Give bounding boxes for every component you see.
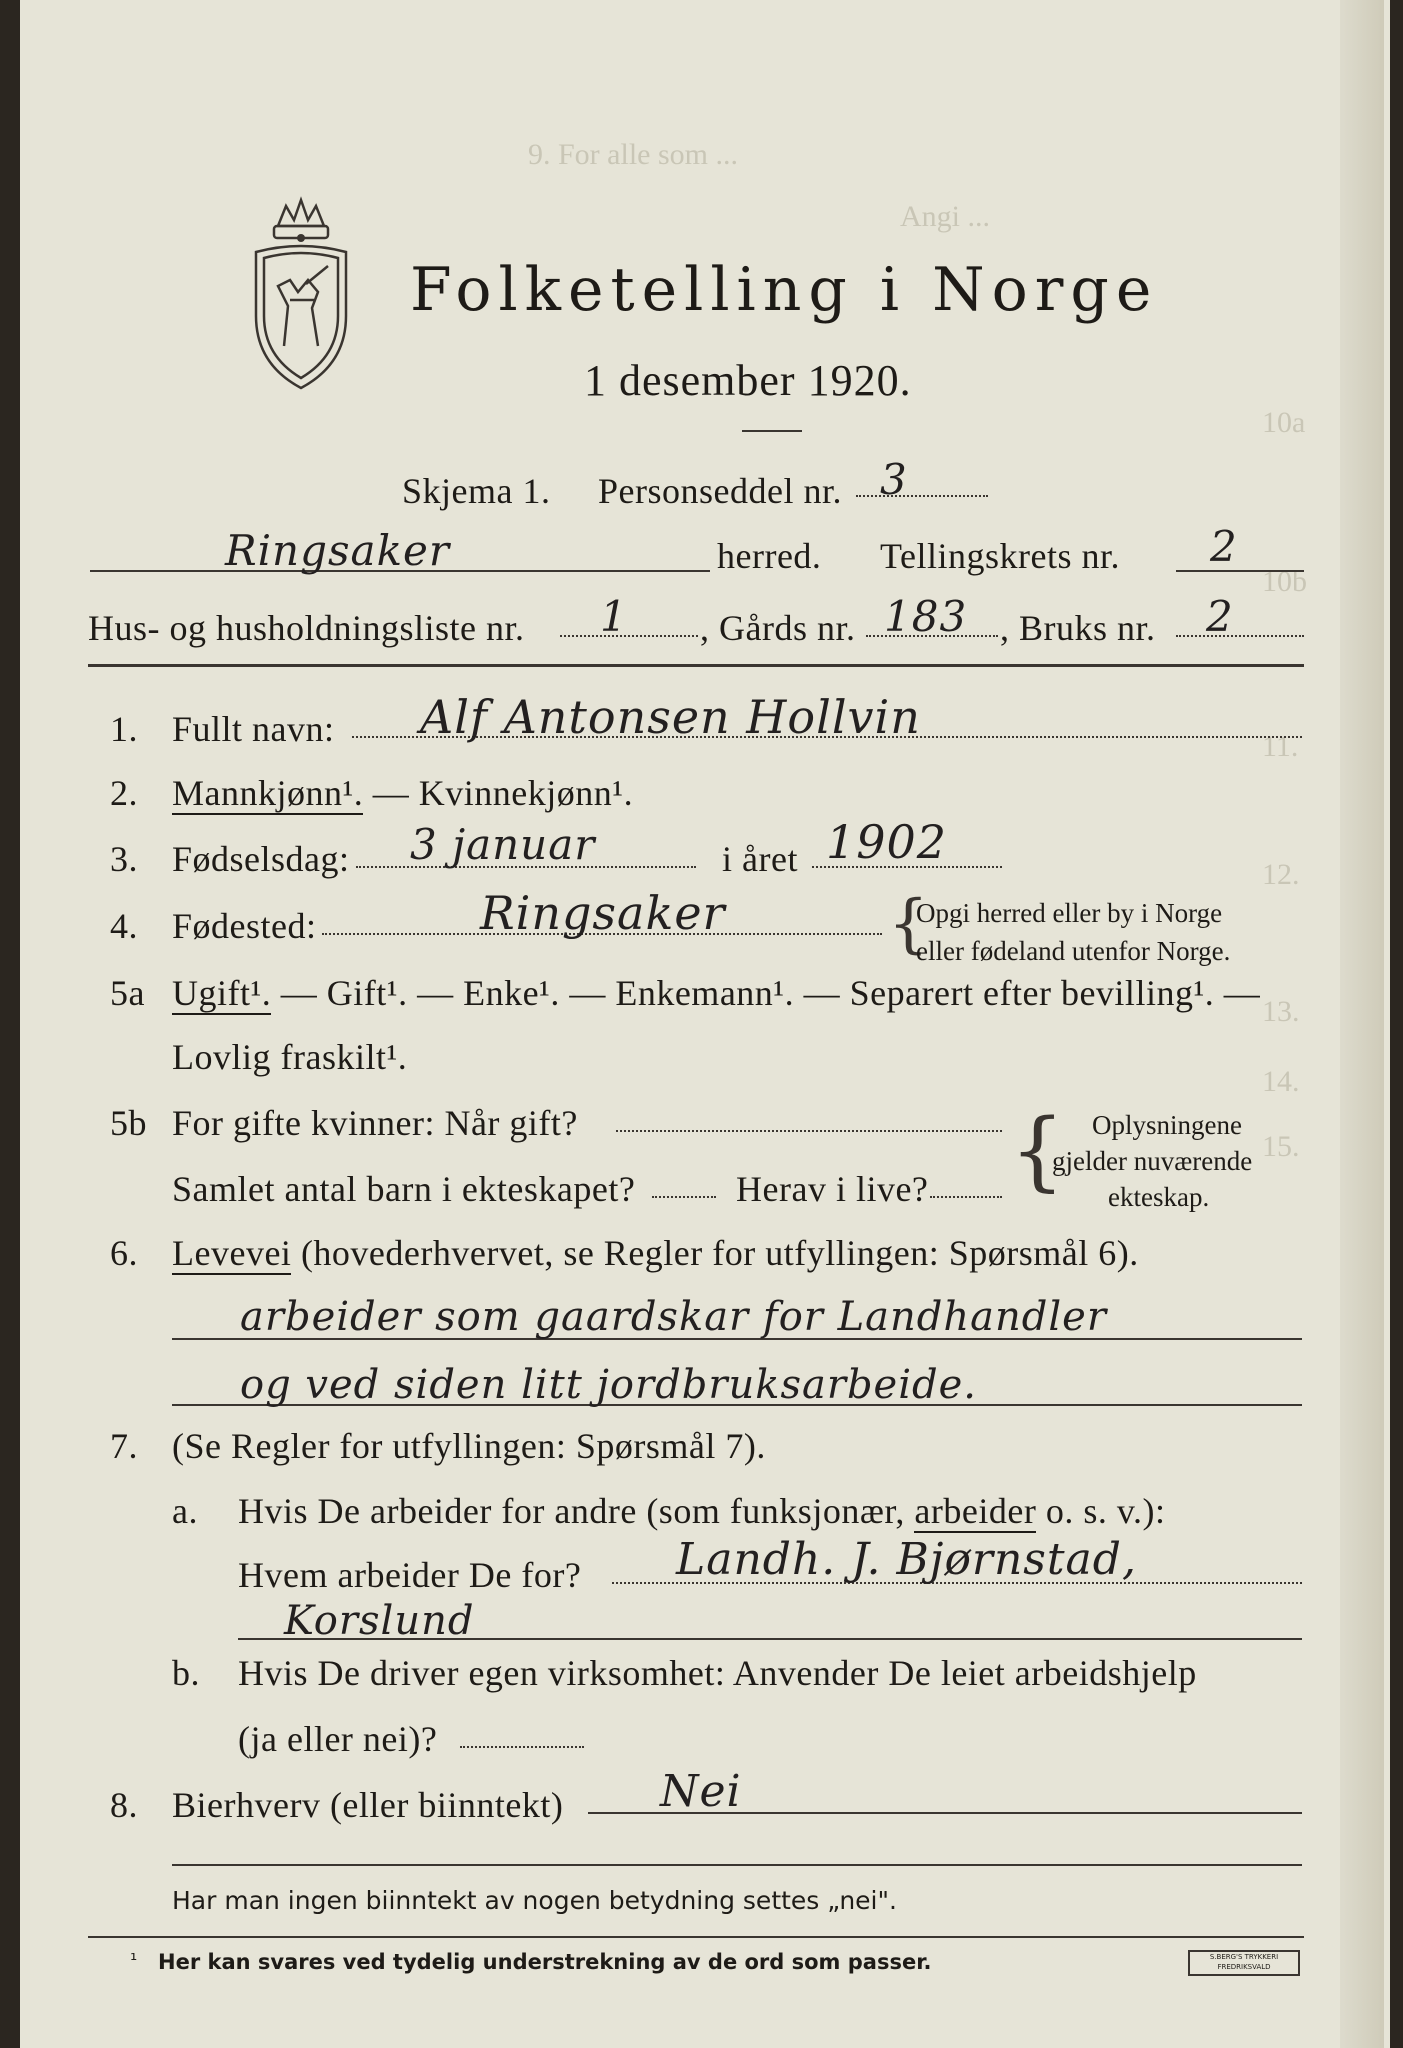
bruks-label: , Bruks nr. (1000, 608, 1156, 648)
q3-year-label: i året (722, 839, 798, 879)
q4-brace: { (888, 887, 929, 961)
ghost-text: 11. (1262, 730, 1299, 763)
q7a-value-employer[interactable]: Landh. J. Bjørnstad, (676, 1534, 1137, 1585)
ghost-text: 9. For alle som ... (528, 138, 738, 171)
footnote-mark: ¹ (130, 1950, 138, 1971)
footer-divider (172, 1864, 1302, 1866)
bruks-value[interactable]: 2 (1206, 592, 1234, 641)
q5a-number: 5a (110, 973, 145, 1013)
q5b-note-line1: Oplysningene (1092, 1110, 1242, 1140)
q8-value[interactable]: Nei (660, 1766, 742, 1817)
q5b-label3: Herav i live? (736, 1169, 929, 1209)
personseddel-value[interactable]: 3 (880, 455, 908, 504)
herred-value[interactable]: Ringsaker (225, 526, 450, 575)
footnote-text: Her kan svares ved tydelig understrekning av de ord som passer. (158, 1950, 932, 1974)
q5a-options (172, 972, 1260, 1014)
q5a-line2[interactable]: Lovlig fraskilt¹. (172, 1037, 408, 1077)
section-divider (88, 664, 1304, 667)
q5b-note-line3: ekteskap. (1108, 1182, 1210, 1212)
q5a-other-options[interactable]: — Gift¹. — Enke¹. — Enkemann¹. — Separert efter bevilling¹. — (280, 973, 1261, 1013)
schema-label: Skjema 1. (402, 471, 551, 511)
q5b-dotted-line (616, 1130, 1002, 1132)
q6-levevei-label: Levevei (172, 1233, 292, 1273)
q3-label: Fødselsdag: (172, 839, 350, 879)
q7a-letter: a. (172, 1491, 198, 1531)
q5b-brace: { (1010, 1101, 1065, 1201)
q5b-label: For gifte kvinner: Når gift? (172, 1103, 578, 1143)
ghost-text: 10a (1262, 406, 1306, 439)
q7b-question: Hvis De driver egen virksomhet: Anvender De leiet arbeidshjelp (238, 1653, 1197, 1693)
husliste-label: Hus- og husholdningsliste nr. (88, 608, 525, 648)
q6-value-line1[interactable]: arbeider som gaardskar for Landhandler (240, 1294, 1107, 1340)
q1-number: 1. (110, 709, 138, 749)
q7a-text-part2: o. s. v.): (1045, 1491, 1166, 1531)
q7a-label2: Hvem arbeider De for? (238, 1555, 582, 1595)
q5b-children-dotted-line (652, 1196, 716, 1198)
q4-number: 4. (110, 906, 138, 946)
q6-label-line (172, 1232, 1139, 1274)
q2-separator: — (363, 773, 419, 813)
tellingskrets-value[interactable]: 2 (1210, 522, 1238, 571)
ghost-text: 10b (1262, 565, 1307, 598)
herred-label: herred. (717, 536, 822, 576)
q3-value-year[interactable]: 1902 (826, 815, 948, 869)
q4-label: Fødested: (172, 906, 317, 946)
q4-value-birthplace[interactable]: Ringsaker (480, 886, 726, 940)
q5a-ugift-option[interactable]: Ugift¹. (172, 973, 272, 1013)
title-rule (742, 430, 802, 432)
q7a-question (238, 1490, 1165, 1532)
sheet-edge (1340, 0, 1384, 2048)
q6-number: 6. (110, 1233, 138, 1273)
ghost-text: 13. (1262, 995, 1300, 1028)
q5b-note-line2: gjelder nuværende (1052, 1146, 1253, 1176)
q6-label: (hovederhvervet, se Regler for utfyllingen: Spørsmål 6). (300, 1233, 1139, 1273)
tellingskrets-line (1176, 570, 1304, 572)
q7a-value-place[interactable]: Korslund (284, 1598, 475, 1644)
form-date: 1 desember 1920. (584, 356, 912, 405)
ghost-text: 14. (1262, 1065, 1300, 1098)
ghost-text: 12. (1262, 858, 1300, 891)
q1-label: Fullt navn: (172, 709, 335, 749)
q1-value-full-name[interactable]: Alf Antonsen Hollvin (420, 690, 921, 744)
q7b-letter: b. (172, 1653, 200, 1693)
husliste-dotted-line (560, 635, 698, 637)
norway-coat-of-arms-icon (246, 196, 356, 392)
q7-number: 7. (110, 1426, 138, 1466)
gards-value[interactable]: 183 (884, 592, 968, 641)
printer-stamp: S.BERG'S TRYKKERI FREDRIKSVALD (1188, 1950, 1300, 1976)
q5b-label2: Samlet antal barn i ekteskapet? (172, 1169, 636, 1209)
tellingskrets-label: Tellingskrets nr. (880, 536, 1120, 576)
q2-number: 2. (110, 773, 138, 813)
husliste-value[interactable]: 1 (600, 592, 628, 641)
q7b-dotted-line (460, 1746, 584, 1748)
q8-number: 8. (110, 1785, 138, 1825)
gards-label: , Gårds nr. (700, 608, 856, 648)
q7a-arbeider-option[interactable]: arbeider (914, 1491, 1037, 1531)
footnote-divider (88, 1936, 1304, 1938)
ghost-text: 15. (1262, 1130, 1300, 1163)
q7a-text-part1: Hvis De arbeider for andre (som funksjonær, (238, 1491, 905, 1531)
q3-number: 3. (110, 839, 138, 879)
q3-value-birthday[interactable]: 3 januar (410, 820, 596, 869)
q7-label: (Se Regler for utfyllingen: Spørsmål 7). (172, 1426, 766, 1466)
q2-options (172, 772, 633, 814)
q4-note-line1: Opgi herred eller by i Norge (916, 898, 1223, 928)
q7b-label2: (ja eller nei)? (238, 1719, 438, 1759)
personseddel-label: Personseddel nr. (598, 471, 842, 511)
form-title: Folketelling i Norge (410, 255, 1159, 325)
bruks-dotted-line (1176, 635, 1304, 637)
q2-female-option[interactable]: Kvinnekjønn¹. (418, 773, 634, 813)
q5b-alive-dotted-line (930, 1196, 1002, 1198)
footer-note: Har man ingen biinntekt av nogen betydning settes „nei". (172, 1886, 897, 1915)
q8-label: Bierhverv (eller biinntekt) (172, 1785, 564, 1825)
q5b-number: 5b (110, 1103, 147, 1143)
q4-note-line2: eller fødeland utenfor Norge. (916, 936, 1231, 966)
q6-value-line2[interactable]: og ved siden litt jordbruksarbeide. (240, 1362, 978, 1408)
q2-male-option[interactable]: Mannkjønn¹. (172, 773, 364, 813)
ghost-text: Angi ... (900, 200, 990, 233)
personseddel-dotted-line (856, 495, 988, 497)
